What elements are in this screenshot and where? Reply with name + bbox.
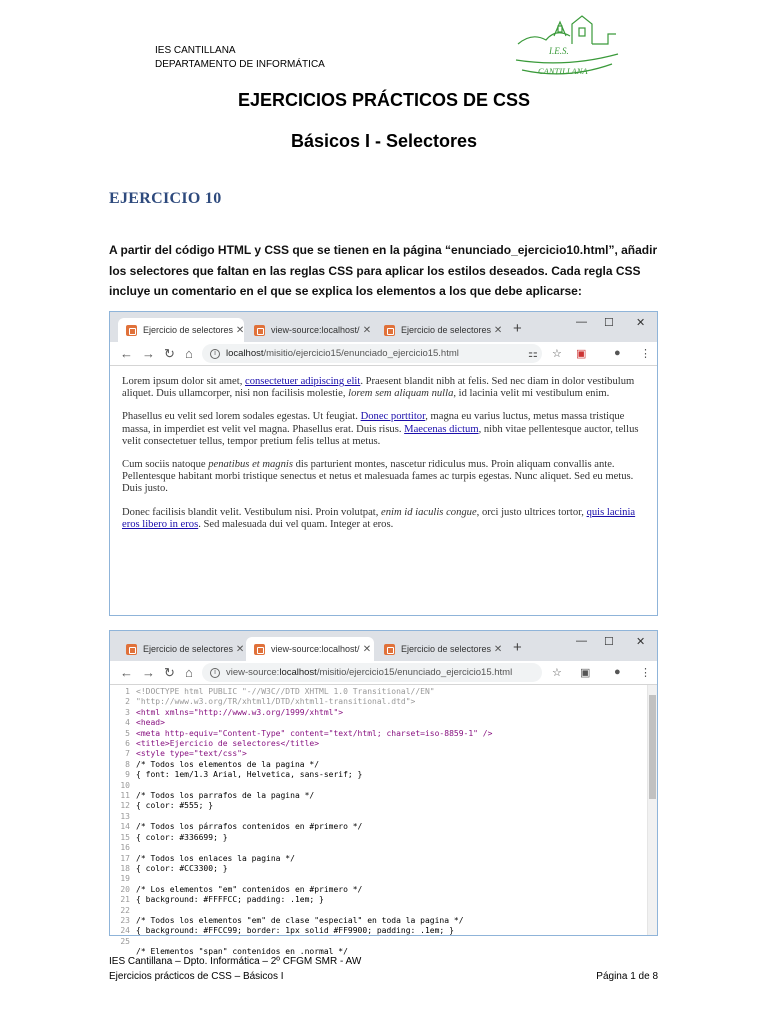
link-maecenas-dictum[interactable]: Maecenas dictum — [404, 423, 479, 435]
text: dis parturient montes, nascetur ridiculus mus. Proin aliquam convallis ante. Pellentesque habitant morbi tristique senectus et netus et malesuada fames ac turpis egestas. Nunc aliquet. Sed eu metus. Duis justo. — [122, 459, 634, 495]
forward-icon[interactable]: → — [142, 665, 155, 680]
line-number: 15 — [120, 832, 130, 842]
code-line: "http://www.w3.org/TR/xhtml1/DTD/xhtml1-transitional.dtd"> — [136, 697, 416, 707]
line-number: 22 — [120, 905, 130, 915]
new-tab-icon[interactable]: + — [513, 639, 522, 656]
close-tab-icon[interactable]: ✕ — [493, 643, 503, 655]
new-tab-icon[interactable]: + — [513, 320, 522, 337]
close-tab-icon[interactable]: ✕ — [362, 643, 372, 655]
tab-ejercicio-selectores-2[interactable] — [376, 637, 504, 661]
menu-icon[interactable]: ⋮ — [640, 667, 651, 679]
link-donec-porttitor[interactable]: Donec porttitor — [360, 411, 426, 423]
svg-text:I.E.S.: I.E.S. — [549, 46, 569, 56]
url-path: /misitio/ejercicio15/enunciado_ejercicio15.html — [263, 348, 459, 359]
favicon-icon — [384, 644, 395, 655]
code-line: { color: #336699; } — [136, 832, 228, 842]
scrollbar-thumb[interactable] — [649, 695, 656, 799]
home-icon[interactable]: ⌂ — [185, 346, 193, 361]
line-number: 5 — [125, 728, 130, 738]
extension-icon[interactable]: ▣ — [576, 348, 587, 360]
text: , id lacinia velit mi vestibulum enim. — [453, 388, 610, 400]
paragraph-2 — [122, 411, 645, 448]
link-consectetuer[interactable]: consectetuer adipiscing elit — [245, 376, 361, 387]
url-path: /misitio/ejercicio15/enunciado_ejercicio15.html — [316, 667, 513, 678]
rendered-page-content — [110, 366, 657, 552]
emphasis-text: penatibus et magnis — [208, 459, 293, 471]
favicon-icon — [384, 325, 395, 336]
profile-icon[interactable]: ● — [614, 666, 621, 678]
home-icon[interactable]: ⌂ — [185, 665, 193, 680]
line-number: 24 — [120, 926, 130, 936]
line-number: 23 — [120, 915, 130, 925]
tab-label: Ejercicio de selectores — [401, 325, 492, 335]
code-line: /* Todos los enlaces la pagina */ — [136, 853, 295, 863]
code-line: <title>Ejercicio de selectores</title> — [136, 739, 320, 749]
paragraph-4 — [122, 507, 645, 531]
back-icon[interactable]: ← — [120, 346, 133, 361]
browser-window-rendered — [109, 311, 658, 616]
code-line — [136, 874, 492, 884]
line-number: 8 — [125, 759, 130, 769]
minimize-icon[interactable]: — — [576, 635, 587, 647]
tab-ejercicio-selectores-1[interactable] — [118, 637, 244, 661]
text: , orci justo ultrices tortor, — [476, 506, 587, 518]
url-host: localhost — [226, 348, 264, 359]
forward-icon[interactable]: → — [142, 346, 155, 361]
tab-strip — [110, 631, 657, 661]
tab-strip — [110, 312, 657, 342]
code-line — [136, 781, 492, 791]
bookmark-star-icon[interactable]: ☆ — [552, 667, 562, 679]
close-window-icon[interactable]: ✕ — [636, 636, 646, 648]
browser-toolbar — [110, 661, 657, 685]
page-number: Página 1 de 8 — [596, 971, 658, 982]
profile-icon[interactable]: ● — [614, 347, 621, 359]
code-line: { background: #FFFFCC; padding: .1em; } — [136, 895, 324, 905]
school-logo — [512, 14, 622, 76]
code-line: /* Los elementos "em" contenidos en #primero */ — [136, 884, 363, 894]
department-name: DEPARTAMENTO DE INFORMÁTICA — [155, 59, 325, 70]
favicon-icon — [126, 644, 137, 655]
svg-text:CANTILLANA: CANTILLANA — [538, 66, 588, 76]
url-scheme: view-source: — [226, 667, 280, 678]
line-number: 1 — [125, 687, 130, 696]
emphasis-text: enim id iaculis congue — [381, 506, 477, 518]
code-line: <head> — [136, 718, 165, 728]
address-bar[interactable] — [202, 663, 542, 682]
line-number: 7 — [125, 749, 130, 759]
site-info-icon[interactable]: i — [210, 668, 220, 678]
browser-toolbar — [110, 342, 657, 366]
text: . Praesent blandit nibh at felis. Sed nec diam in dolor vestibulum aliquet. Duis ullamcorper, nisi non facilisis molestie, — [122, 376, 635, 400]
source-view — [110, 685, 657, 957]
emphasis-text: lorem sem aliquam nulla — [348, 388, 454, 400]
code-line: <meta http-equiv="Content-Type" content="text/html; charset=iso-8859-1" /> — [136, 728, 493, 738]
line-number: 4 — [125, 718, 130, 728]
text: , magna eu varius luctus, metus massa tristique massa, in imperdiet est velit vel magna. Phasellus erat. Duis risus. — [122, 411, 625, 435]
code-line: <html xmlns="http://www.w3.org/1999/xhtml"> — [136, 707, 344, 717]
line-number: 9 — [125, 770, 130, 780]
line-number: 18 — [120, 863, 130, 873]
close-tab-icon[interactable]: ✕ — [235, 643, 245, 655]
document-footer — [109, 954, 658, 984]
tab-label: view-source:localhost/ — [271, 644, 360, 654]
link-quis-lacinia[interactable]: quis lacinia eros libero in eros — [122, 506, 636, 530]
line-number: 16 — [120, 843, 130, 853]
intro-paragraph: A partir del código HTML y CSS que se tienen en la página “enunciado_ejercicio10.html”, añadir los selectores que faltan en las reglas CSS para aplicar los estilos deseados. Cada regla CSS incluye un comentario en el que se explica los elementos a los que debe aplicarse: — [109, 243, 658, 298]
tab-ejercicio-selectores-1[interactable] — [118, 318, 244, 342]
text: . Sed malesuada dui vel quam. Integer at eros. — [198, 518, 394, 530]
minimize-icon[interactable]: — — [576, 316, 587, 328]
line-number: 17 — [120, 853, 130, 863]
tab-view-source[interactable] — [246, 318, 374, 342]
back-icon[interactable]: ← — [120, 665, 133, 680]
code-line: /* Todos los elementos "em" de clase "especial" en toda la pagina */ — [136, 915, 464, 925]
favicon-icon — [126, 325, 137, 336]
footer-line-1: IES Cantillana – Dpto. Informática – 2º CFGM SMR - AW — [109, 956, 362, 967]
line-number: 10 — [120, 780, 130, 790]
text: Phasellus eu velit sed lorem sodales egestas. Ut feugiat. — [122, 411, 361, 423]
text: Cum sociis natoque — [122, 459, 209, 471]
translate-icon[interactable]: ⚏ — [528, 348, 538, 360]
code-line: { font: 1em/1.3 Arial, Helvetica, sans-serif; } — [136, 770, 363, 780]
code-line: { color: #CC3300; } — [136, 863, 228, 873]
favicon-icon — [254, 644, 265, 655]
line-number: 19 — [120, 874, 130, 884]
line-number: 2 — [125, 697, 130, 707]
source-code — [136, 687, 492, 958]
line-number: 3 — [125, 707, 130, 717]
line-number: 21 — [120, 895, 130, 905]
code-line: <style type="text/css"> — [136, 749, 247, 759]
site-info-icon[interactable]: i — [210, 349, 220, 359]
tab-view-source[interactable] — [246, 637, 374, 661]
menu-icon[interactable]: ⋮ — [640, 348, 651, 360]
line-number: 20 — [120, 884, 130, 894]
code-line: /* Todos los elementos de la pagina */ — [136, 759, 320, 769]
tab-label: Ejercicio de selectores — [143, 644, 234, 654]
line-number: 13 — [120, 811, 130, 821]
paragraph-3 — [122, 459, 645, 496]
text: Lorem ipsum dolor sit amet, — [122, 376, 245, 387]
scrollbar[interactable] — [647, 685, 657, 935]
tab-label: Ejercicio de selectores — [143, 325, 234, 335]
text: , nibh vitae pellentesque auctor, tellus velit consectetuer tellus, tempor pretium felis tellus at metus. — [122, 423, 639, 447]
bookmark-star-icon[interactable]: ☆ — [552, 348, 562, 360]
code-line — [136, 906, 492, 916]
document-header — [155, 44, 325, 72]
document-title: EJERCICIOS PRÁCTICOS DE CSS — [237, 90, 531, 110]
code-line: <!DOCTYPE html PUBLIC "-//W3C//DTD XHTML 1.0 Transitional//EN" — [136, 687, 435, 696]
close-tab-icon[interactable]: ✕ — [362, 324, 372, 336]
close-tab-icon[interactable]: ✕ — [493, 324, 503, 336]
url-host: localhost — [279, 667, 317, 678]
code-line — [136, 812, 492, 822]
paragraph-1 — [122, 376, 645, 400]
line-number: 25 — [120, 936, 130, 946]
code-line: /* Todos los parrafos de la pagina */ — [136, 791, 315, 801]
extension-icon[interactable]: ▣ — [580, 667, 591, 679]
tab-label: view-source:localhost/ — [271, 325, 360, 335]
close-window-icon[interactable]: ✕ — [636, 317, 646, 329]
document-subtitle: Básicos I - Selectores — [290, 131, 478, 151]
line-number-gutter — [110, 687, 130, 947]
browser-window-source — [109, 630, 658, 957]
tab-ejercicio-selectores-2[interactable] — [376, 318, 504, 342]
code-line: /* Todos los párrafos contenidos en #primero */ — [136, 822, 363, 832]
maximize-icon[interactable]: ☐ — [604, 317, 614, 329]
text: Donec facilisis blandit velit. Vestibulum nisi. Proin volutpat, — [122, 506, 382, 518]
line-number: 11 — [120, 791, 130, 801]
line-number: 14 — [120, 822, 130, 832]
tab-label: Ejercicio de selectores — [401, 644, 492, 654]
favicon-icon — [254, 325, 265, 336]
maximize-icon[interactable]: ☐ — [604, 636, 614, 648]
exercise-heading: EJERCICIO 10 — [109, 190, 222, 207]
line-number: 12 — [120, 801, 130, 811]
school-name: IES CANTILLANA — [155, 45, 236, 56]
line-number: 6 — [125, 739, 130, 749]
code-line: { color: #555; } — [136, 801, 214, 811]
address-bar[interactable] — [202, 344, 542, 363]
code-line — [136, 843, 492, 853]
reload-icon[interactable]: ↻ — [164, 346, 175, 361]
code-line: { background: #FFCC99; border: 1px solid #FF9900; padding: .1em; } — [136, 926, 454, 936]
reload-icon[interactable]: ↻ — [164, 665, 175, 680]
code-line — [136, 937, 492, 947]
code-line: /* Elementos "span" contenidos en .normal */ — [136, 947, 348, 957]
footer-line-2: Ejercicios prácticos de CSS – Básicos I — [109, 971, 284, 982]
close-tab-icon[interactable]: ✕ — [235, 324, 245, 336]
